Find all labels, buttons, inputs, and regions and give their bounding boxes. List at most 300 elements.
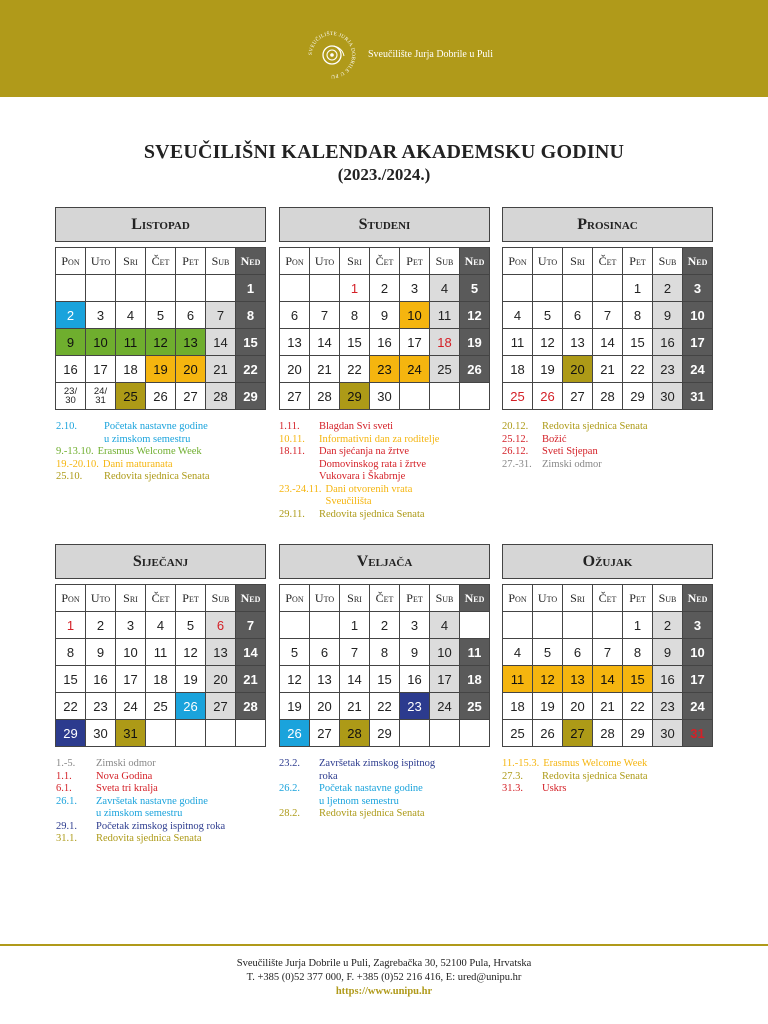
note-text xyxy=(98,446,202,459)
note-line: Božić xyxy=(542,433,567,445)
day-cell: 14 xyxy=(340,666,370,693)
day-header: Pet xyxy=(176,248,206,275)
day-cell: 9 xyxy=(86,639,116,666)
day-cell: 18 xyxy=(430,329,460,356)
day-cell: 21 xyxy=(310,356,340,383)
note-date: 10.11. xyxy=(279,433,305,445)
day-cell: 3 xyxy=(400,612,430,639)
day-cell: 25 xyxy=(146,693,176,720)
note-line: Početak nastavne godine xyxy=(319,783,423,794)
note-line: Sveta tri kralja xyxy=(96,783,158,794)
day-header: Sri xyxy=(340,585,370,612)
note-item xyxy=(502,434,732,447)
day-cell: 18 xyxy=(116,356,146,383)
day-cell: 23 xyxy=(400,693,430,720)
note-text xyxy=(319,446,426,484)
month-grid xyxy=(279,584,490,747)
note-line: Redovita sjednica Senata xyxy=(319,808,425,819)
day-cell: 27 xyxy=(563,720,593,747)
day-cell: 26 xyxy=(533,720,563,747)
day-cell: 13 xyxy=(176,329,206,356)
day-header: Čet xyxy=(146,585,176,612)
empty-day-cell xyxy=(206,275,236,302)
note-line: Dani maturanata xyxy=(102,458,173,470)
empty-day-cell xyxy=(460,383,490,410)
day-cell: 8 xyxy=(370,639,400,666)
note-line: Redovita sjednica Senata xyxy=(319,508,425,520)
day-cell: 11 xyxy=(146,639,176,666)
day-cell: 19 xyxy=(146,356,176,383)
note-date: 6.1. xyxy=(56,783,72,794)
day-cell: 10 xyxy=(683,302,713,329)
day-cell: 19 xyxy=(280,693,310,720)
day-header: Ned xyxy=(683,585,713,612)
day-cell: 6 xyxy=(563,639,593,666)
note-item xyxy=(502,771,732,784)
note-line: Sveučilišta xyxy=(325,496,372,507)
day-header: Sub xyxy=(653,248,683,275)
day-cell: 24 xyxy=(430,693,460,720)
day-cell: 12 xyxy=(460,302,490,329)
month-title: Listopad xyxy=(55,207,266,242)
empty-day-cell xyxy=(400,720,430,747)
page-subtitle: (2023./2024.) xyxy=(337,165,431,184)
page-title: SVEUČILIŠNI KALENDAR AKADEMSKU GODINU xyxy=(143,141,625,163)
note-line: Domovinskog rata i žrtve xyxy=(319,458,427,470)
day-header: Uto xyxy=(533,585,563,612)
note-date: 25.10. xyxy=(56,471,83,482)
empty-day-cell xyxy=(503,275,533,302)
day-cell: 24 xyxy=(683,693,713,720)
day-cell: 9 xyxy=(400,639,430,666)
empty-day-cell xyxy=(533,612,563,639)
day-cell: 7 xyxy=(310,302,340,329)
day-cell: 13 xyxy=(206,639,236,666)
note-text xyxy=(542,446,598,459)
note-line: Vukovara i Škabrnje xyxy=(319,471,406,482)
note-date: 23.-24.11. xyxy=(279,483,322,495)
day-cell: 17 xyxy=(400,329,430,356)
day-cell: 29 xyxy=(56,720,86,747)
day-cell: 2 xyxy=(370,275,400,302)
month-grid xyxy=(502,247,713,410)
day-cell: 27 xyxy=(280,383,310,410)
note-text xyxy=(104,421,208,446)
note-item xyxy=(279,434,509,447)
empty-day-cell xyxy=(310,612,340,639)
note-item xyxy=(56,796,286,821)
day-header: Čet xyxy=(593,585,623,612)
note-text xyxy=(96,758,156,771)
empty-day-cell xyxy=(593,612,623,639)
logo-lettering: SVEUČILIŠTE JURJA DOBRILE U PU xyxy=(307,30,357,80)
day-cell: 20 xyxy=(176,356,206,383)
note-text xyxy=(96,783,158,796)
day-cell: 30 xyxy=(86,720,116,747)
header-bar xyxy=(0,0,768,97)
note-text xyxy=(542,783,567,796)
day-header: Uto xyxy=(310,585,340,612)
day-cell: 28 xyxy=(593,383,623,410)
day-cell: 27 xyxy=(310,720,340,747)
day-cell: 29 xyxy=(623,383,653,410)
day-cell: 1 xyxy=(623,275,653,302)
university-name: Sveučilište Jurja Dobrile u Puli xyxy=(368,49,493,60)
day-header: Pet xyxy=(176,585,206,612)
note-item xyxy=(279,421,509,434)
day-cell: 24 xyxy=(116,693,146,720)
footer-address: Sveučilište Jurja Dobrile u Puli, Zagrebačka 30, 52100 Pula, Hrvatska xyxy=(236,958,532,969)
note-text xyxy=(103,459,173,472)
note-line: Dani otvorenih vrata xyxy=(325,483,413,495)
day-cell: 17 xyxy=(86,356,116,383)
day-cell: 22 xyxy=(623,356,653,383)
day-cell: 1 xyxy=(236,275,266,302)
day-header: Pet xyxy=(400,248,430,275)
empty-day-cell xyxy=(503,612,533,639)
day-cell: 30 xyxy=(370,383,400,410)
day-cell: 7 xyxy=(593,639,623,666)
day-header: Uto xyxy=(86,248,116,275)
note-date: 27.3. xyxy=(502,770,523,782)
note-line: Erasmus Welcome Week xyxy=(543,758,648,769)
day-cell: 15 xyxy=(56,666,86,693)
day-cell: 10 xyxy=(400,302,430,329)
day-cell: 1 xyxy=(56,612,86,639)
note-item xyxy=(56,459,286,472)
day-cell: 25 xyxy=(430,356,460,383)
note-line: Početak nastavne godine xyxy=(104,421,208,432)
day-header: Pet xyxy=(623,585,653,612)
note-date: 25.12. xyxy=(502,433,529,445)
day-cell: 13 xyxy=(563,666,593,693)
day-number-split: 24/ 31 xyxy=(93,386,108,406)
day-header: Uto xyxy=(86,585,116,612)
note-date: 26.12. xyxy=(502,446,529,457)
day-cell: 10 xyxy=(683,639,713,666)
day-cell: 26 xyxy=(146,383,176,410)
month-grid xyxy=(55,247,266,410)
note-text xyxy=(319,421,393,434)
day-cell: 25 xyxy=(460,693,490,720)
day-cell: 7 xyxy=(340,639,370,666)
day-cell: 31 xyxy=(683,720,713,747)
day-cell: 15 xyxy=(623,329,653,356)
note-item xyxy=(502,783,732,796)
note-line: Redovita sjednica Senata xyxy=(542,421,648,432)
day-header: Uto xyxy=(533,248,563,275)
empty-day-cell xyxy=(460,720,490,747)
month-grid xyxy=(55,584,266,747)
empty-day-cell xyxy=(176,275,206,302)
day-cell: 18 xyxy=(460,666,490,693)
day-cell: 7 xyxy=(593,302,623,329)
note-item xyxy=(279,484,509,509)
day-cell: 14 xyxy=(310,329,340,356)
note-date: 29.1. xyxy=(56,820,77,832)
note-date: 23.2. xyxy=(279,758,300,769)
day-cell: 6 xyxy=(280,302,310,329)
day-cell: 9 xyxy=(56,329,86,356)
note-line: Uskrs xyxy=(542,783,567,794)
month-5 xyxy=(279,544,490,747)
day-cell: 29 xyxy=(623,720,653,747)
month-title: Studeni xyxy=(279,207,490,242)
month-title: Siječanj xyxy=(55,544,266,579)
note-item xyxy=(56,821,286,834)
day-header: Pon xyxy=(503,248,533,275)
note-date: 2.10. xyxy=(56,421,77,432)
day-header: Pon xyxy=(56,585,86,612)
day-cell: 13 xyxy=(310,666,340,693)
day-cell: 27 xyxy=(176,383,206,410)
day-cell: 3 xyxy=(683,275,713,302)
day-cell: 17 xyxy=(116,666,146,693)
day-cell xyxy=(56,383,86,410)
note-line: Redovita sjednica Senata xyxy=(542,770,648,782)
note-line: Početak zimskog ispitnog roka xyxy=(96,820,226,832)
day-cell: 21 xyxy=(206,356,236,383)
day-cell: 7 xyxy=(236,612,266,639)
note-date: 9.-13.10. xyxy=(56,446,94,457)
empty-day-cell xyxy=(56,275,86,302)
day-cell: 8 xyxy=(340,302,370,329)
note-date: 19.-20.10. xyxy=(56,458,99,470)
note-text xyxy=(319,808,425,821)
day-cell: 22 xyxy=(623,693,653,720)
day-cell: 26 xyxy=(460,356,490,383)
day-cell: 5 xyxy=(533,639,563,666)
day-header: Čet xyxy=(370,248,400,275)
day-cell: 15 xyxy=(623,666,653,693)
notes-group xyxy=(56,421,286,484)
day-cell: 29 xyxy=(340,383,370,410)
day-cell: 6 xyxy=(176,302,206,329)
note-line: Sveti Stjepan xyxy=(542,446,598,457)
day-cell: 11 xyxy=(503,666,533,693)
day-header: Ned xyxy=(683,248,713,275)
note-line: Redovita sjednica Senata xyxy=(104,471,210,482)
day-cell: 8 xyxy=(623,639,653,666)
empty-day-cell xyxy=(280,275,310,302)
empty-day-cell xyxy=(146,720,176,747)
day-cell: 3 xyxy=(400,275,430,302)
day-cell: 2 xyxy=(370,612,400,639)
day-cell: 20 xyxy=(563,693,593,720)
empty-day-cell xyxy=(116,275,146,302)
note-line: u ljetnom semestru xyxy=(319,795,399,807)
empty-day-cell xyxy=(533,275,563,302)
note-item xyxy=(56,446,286,459)
day-cell: 27 xyxy=(563,383,593,410)
day-header: Uto xyxy=(310,248,340,275)
note-text xyxy=(96,833,202,846)
day-cell: 12 xyxy=(533,329,563,356)
month-title: Veljača xyxy=(279,544,490,579)
day-cell: 18 xyxy=(503,693,533,720)
day-cell: 21 xyxy=(593,693,623,720)
day-cell: 17 xyxy=(683,329,713,356)
day-cell: 22 xyxy=(56,693,86,720)
day-cell: 13 xyxy=(563,329,593,356)
day-header: Pon xyxy=(56,248,86,275)
note-item xyxy=(56,833,286,846)
month-grid xyxy=(502,584,713,747)
day-number-split: 23/ 30 xyxy=(63,386,78,406)
day-cell: 14 xyxy=(593,666,623,693)
month-2 xyxy=(279,207,490,410)
day-cell: 28 xyxy=(236,693,266,720)
note-item xyxy=(502,758,732,771)
empty-day-cell xyxy=(280,612,310,639)
day-cell: 8 xyxy=(623,302,653,329)
day-cell xyxy=(86,383,116,410)
note-line: Nova Godina xyxy=(96,770,153,782)
day-cell: 22 xyxy=(236,356,266,383)
day-cell: 12 xyxy=(176,639,206,666)
day-cell: 21 xyxy=(340,693,370,720)
day-cell: 5 xyxy=(460,275,490,302)
day-cell: 5 xyxy=(533,302,563,329)
day-cell: 2 xyxy=(86,612,116,639)
note-line: Završetak zimskog ispitnog xyxy=(319,758,436,769)
day-cell: 25 xyxy=(116,383,146,410)
note-line: u zimskom semestru xyxy=(96,808,183,819)
day-cell: 6 xyxy=(206,612,236,639)
day-cell: 19 xyxy=(533,693,563,720)
month-grid xyxy=(279,247,490,410)
day-cell: 12 xyxy=(280,666,310,693)
notes-group xyxy=(56,758,286,846)
day-header: Sri xyxy=(563,248,593,275)
note-line: roka xyxy=(319,770,338,782)
note-line: Dan sjećanja na žrtve xyxy=(319,446,410,457)
day-header: Sri xyxy=(340,248,370,275)
day-cell: 17 xyxy=(430,666,460,693)
day-cell: 28 xyxy=(340,720,370,747)
day-header: Sub xyxy=(206,585,236,612)
footer-contact: T. +385 (0)52 377 000, F. +385 (0)52 216 416, E: ured@unipu.hr xyxy=(246,972,522,983)
day-cell: 5 xyxy=(280,639,310,666)
day-cell: 15 xyxy=(236,329,266,356)
day-header: Sri xyxy=(563,585,593,612)
day-cell: 7 xyxy=(206,302,236,329)
note-date: 11.-15.3. xyxy=(502,758,540,769)
day-cell: 29 xyxy=(370,720,400,747)
day-cell: 20 xyxy=(206,666,236,693)
note-item xyxy=(502,459,732,472)
day-cell: 16 xyxy=(370,329,400,356)
note-text xyxy=(104,471,210,484)
notes-group xyxy=(279,758,509,821)
month-title: Ožujak xyxy=(502,544,713,579)
note-item xyxy=(56,421,286,446)
note-date: 28.2. xyxy=(279,808,300,819)
day-cell: 1 xyxy=(623,612,653,639)
day-cell: 22 xyxy=(370,693,400,720)
day-cell: 2 xyxy=(56,302,86,329)
month-6 xyxy=(502,544,713,747)
footer-divider xyxy=(0,944,768,946)
day-cell: 8 xyxy=(56,639,86,666)
day-cell: 31 xyxy=(116,720,146,747)
day-header: Ned xyxy=(236,585,266,612)
day-cell: 10 xyxy=(430,639,460,666)
day-cell: 30 xyxy=(653,383,683,410)
day-cell: 11 xyxy=(503,329,533,356)
note-item xyxy=(56,471,286,484)
empty-day-cell xyxy=(400,383,430,410)
note-date: 29.11. xyxy=(279,508,305,520)
day-header: Sub xyxy=(206,248,236,275)
day-header: Pon xyxy=(503,585,533,612)
note-text xyxy=(542,421,648,434)
day-cell: 20 xyxy=(563,356,593,383)
day-cell: 29 xyxy=(236,383,266,410)
note-text xyxy=(319,758,435,783)
day-cell: 15 xyxy=(370,666,400,693)
note-text xyxy=(319,434,439,447)
note-text xyxy=(542,434,567,447)
day-cell: 4 xyxy=(146,612,176,639)
day-cell: 9 xyxy=(370,302,400,329)
day-cell: 28 xyxy=(593,720,623,747)
day-header: Sri xyxy=(116,585,146,612)
day-header: Čet xyxy=(370,585,400,612)
empty-day-cell xyxy=(236,720,266,747)
empty-day-cell xyxy=(593,275,623,302)
note-date: 26.2. xyxy=(279,783,300,794)
notes-group xyxy=(502,758,732,796)
empty-day-cell xyxy=(430,720,460,747)
day-cell: 2 xyxy=(653,612,683,639)
note-text xyxy=(96,821,225,834)
day-cell: 10 xyxy=(86,329,116,356)
note-text xyxy=(319,783,423,808)
day-cell: 4 xyxy=(430,275,460,302)
day-cell: 25 xyxy=(503,720,533,747)
day-cell: 16 xyxy=(86,666,116,693)
day-cell: 21 xyxy=(593,356,623,383)
note-date: 26.1. xyxy=(56,795,77,807)
day-cell: 22 xyxy=(340,356,370,383)
day-header: Pon xyxy=(280,585,310,612)
note-item xyxy=(56,758,286,771)
day-header: Sri xyxy=(116,248,146,275)
day-cell: 14 xyxy=(593,329,623,356)
day-cell: 4 xyxy=(503,639,533,666)
day-cell: 16 xyxy=(400,666,430,693)
day-cell: 11 xyxy=(116,329,146,356)
notes-group xyxy=(279,421,509,521)
day-cell: 12 xyxy=(533,666,563,693)
footer-website-link[interactable]: https://www.unipu.hr xyxy=(335,986,433,997)
day-cell: 23 xyxy=(653,693,683,720)
day-cell: 17 xyxy=(683,666,713,693)
day-cell: 23 xyxy=(370,356,400,383)
day-cell: 19 xyxy=(176,666,206,693)
empty-day-cell xyxy=(86,275,116,302)
note-line: Informativni dan za roditelje xyxy=(319,433,440,445)
day-cell: 11 xyxy=(430,302,460,329)
note-item xyxy=(502,446,732,459)
day-cell: 16 xyxy=(653,666,683,693)
day-cell: 27 xyxy=(206,693,236,720)
note-date: 31.3. xyxy=(502,783,523,794)
day-cell: 18 xyxy=(503,356,533,383)
day-cell: 23 xyxy=(86,693,116,720)
day-header: Pet xyxy=(400,585,430,612)
